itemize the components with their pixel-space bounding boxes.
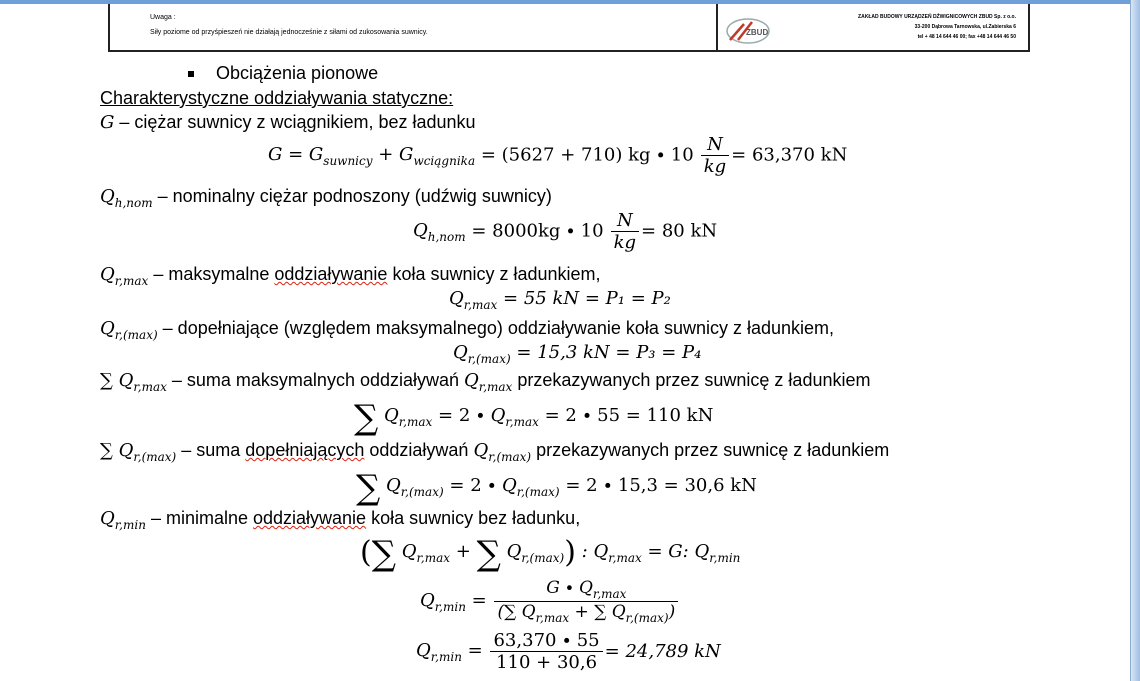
qrmax-definition: $Q_{r,max}$ – maksymalne oddziaływanie koła suwnicy z ładunkiem, — [100, 264, 601, 288]
company-address: 33-200 Dąbrowa Tarnowska, ul.Zabierska 6 — [914, 24, 1016, 30]
sum-maxc-definition: ∑ $Q_{r,(max)}$ – suma dopełniających oddziaływań $Q_{r,(max)}$ przekazywanych przez suwnicę z ładunkiem — [100, 440, 890, 464]
qrmin-result-formula: $Q_{r,min}$ = $\frac{63,370 \cdot 55}{110 + 30,6}$ = 24,789 kN — [416, 630, 721, 673]
vertical-scrollbar[interactable] — [1130, 0, 1140, 681]
company-name: ZAKŁAD BUDOWY URZĄDZEŃ DŹWIGNICOWYCH ZBUD Sp. z o.o. — [858, 14, 1016, 20]
result-denominator: 110 + 30,6 — [490, 651, 602, 673]
sum-maxc-formula: ∑ $Q_{r,(max)} = 2 \cdot Q_{r,(max)} = 2 \cdot 15,3 = 30,6$ kN — [356, 468, 757, 508]
qrmin-definition: $Q_{r,min}$ – minimalne oddziaływanie koła suwnicy bez ładunku, — [100, 508, 581, 532]
result-numerator: 63,370 ∙ 55 — [493, 630, 600, 651]
bullet-text: Obciążenia pionowe — [216, 63, 379, 83]
g-definition: G – ciężar suwnicy z wciągnikiem, bez ładunku — [100, 112, 476, 133]
svg-text:ZBUD: ZBUD — [746, 28, 769, 37]
result-value: = 24,789 kN — [604, 641, 721, 662]
company-phone: tel + 48 14 644 46 00; fax +48 14 644 46 50 — [917, 34, 1016, 40]
qrmax-formula: $Q_{r,max} = 55$ kN = P₁ = P₂ — [449, 288, 671, 312]
sum-max-definition: ∑ $Q_{r,max}$ – suma maksymalnych oddziaływań $Q_{r,max}$ przekazywanych przez suwnicę z ładunkiem — [100, 370, 871, 394]
bullet-icon — [188, 71, 194, 77]
qh-formula: $Q_{h,nom} = 8000kg \cdot 10$ $\frac{N}{kg}$ = 80 kN — [413, 210, 718, 253]
bullet-item — [188, 63, 378, 84]
qrmaxc-definition: $Q_{r,(max)}$ – dopełniające (względem maksymalnego) oddziaływanie koła suwnicy z ładunkiem, — [100, 318, 835, 342]
qrmin-general-formula: $Q_{r,min}$ = $\frac{G \cdot Q_{r,max}}{(\sum Q_{r,max} + \sum Q_{r,(max)})}$ — [420, 578, 680, 625]
proportion-formula: (∑ $Q_{r,max}$ + ∑ $Q_{r,(max)}$) : $Q_{r,max} = G$: $Q_{r,min}$ — [360, 534, 741, 574]
qrmaxc-formula: $Q_{r,(max)} = 15,3$ kN = P₃ = P₄ — [453, 342, 702, 366]
note-text: Siły poziome od przyśpieszeń nie działają jednocześnie z siłami od zukosowania suwnicy. — [150, 29, 428, 36]
note-title: Uwaga : — [150, 14, 176, 21]
g-formula: $G = G_{suwnicy} + G_{wciągnika} = (5627 + 710)$ kg ∙ 10 $\frac{N}{kg}$ = 63,370 kN — [268, 134, 848, 177]
sum-max-formula: ∑ $Q_{r,max} = 2 \cdot Q_{r,max} = 2 \cdot 55 = 110$ kN — [354, 398, 714, 438]
window-top-border — [0, 0, 1140, 4]
qh-definition: $Q_{h,nom}$ – nominalny ciężar podnoszony (udźwig suwnicy) — [100, 186, 552, 210]
section-heading: Charakterystyczne oddziaływania statyczne: — [100, 88, 454, 108]
